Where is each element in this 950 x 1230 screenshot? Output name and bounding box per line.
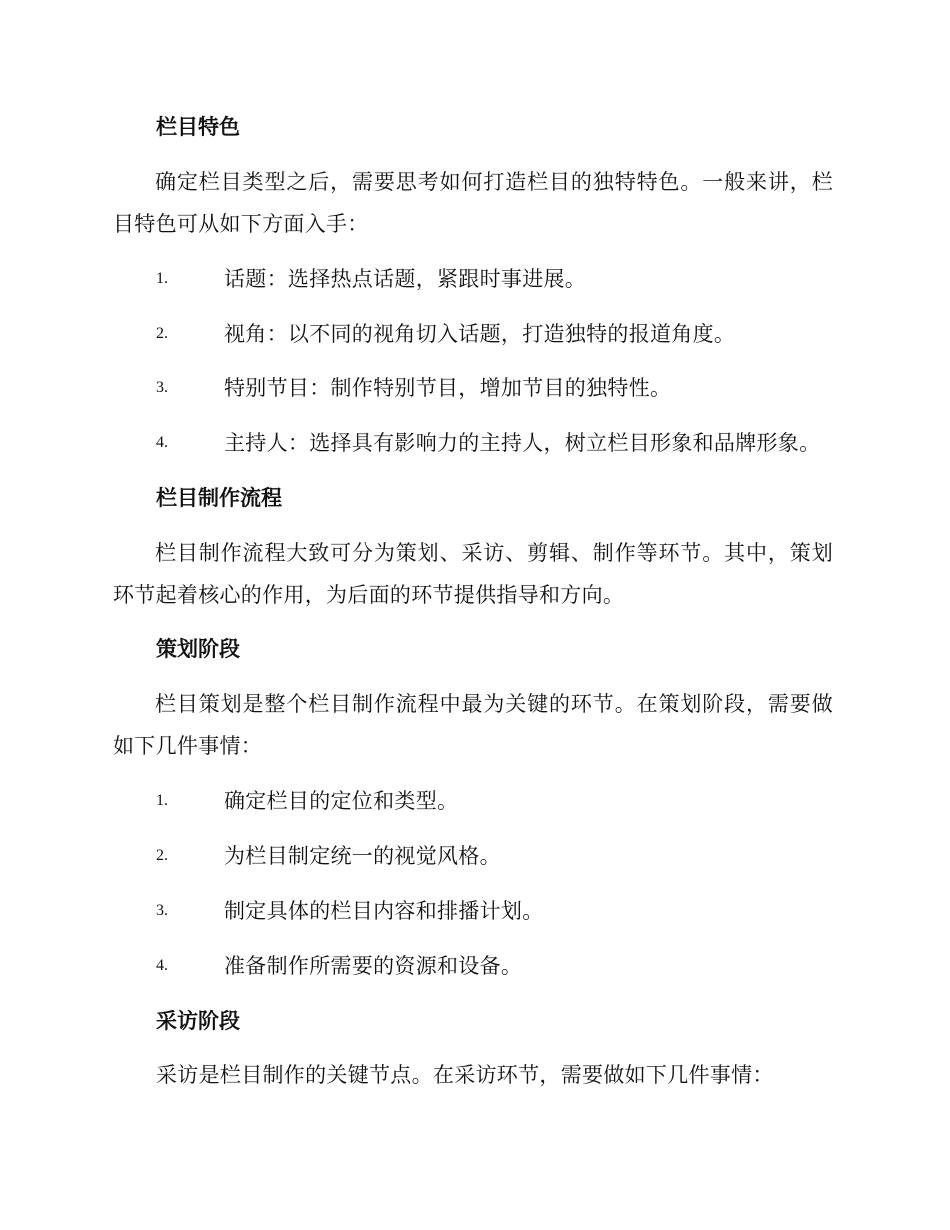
section-paragraph: 栏目制作流程大致可分为策划、采访、剪辑、制作等环节。其中，策划环节起着核心的作用，为后面的环节提供指导和方向。	[113, 541, 833, 607]
section-heading-caifang-jieduan: 采访阶段	[156, 1009, 240, 1033]
list-item-text: 话题：选择热点话题，紧跟时事进展。	[224, 267, 587, 291]
section-paragraph: 栏目策划是整个栏目制作流程中最为关键的环节。在策划阶段，需要做如下几件事情：	[113, 692, 833, 758]
section-heading-lanmu-tese: 栏目特色	[156, 115, 240, 139]
list-item-number: 1.	[156, 270, 168, 287]
section-heading-zhizuo-liucheng: 栏目制作流程	[156, 486, 282, 510]
list-item-text: 确定栏目的定位和类型。	[224, 789, 459, 813]
list-item-text: 为栏目制定统一的视觉风格。	[224, 844, 501, 868]
list-item-text: 制定具体的栏目内容和排播计划。	[224, 899, 544, 923]
section-paragraph: 采访是栏目制作的关键节点。在采访环节，需要做如下几件事情：	[156, 1063, 774, 1087]
section-paragraph: 确定栏目类型之后，需要思考如何打造栏目的独特特色。一般来讲，栏目特色可从如下方面入手：	[113, 170, 833, 236]
list-item-text: 主持人：选择具有影响力的主持人，树立栏目形象和品牌形象。	[224, 431, 821, 455]
list-item-number: 2.	[156, 847, 168, 864]
list-item-text: 视角：以不同的视角切入话题，打造独特的报道角度。	[224, 322, 736, 346]
list-item-text: 准备制作所需要的资源和设备。	[224, 954, 523, 978]
section-heading-cehua-jieduan: 策划阶段	[156, 637, 240, 661]
list-item-text: 特别节目：制作特别节目，增加节目的独特性。	[224, 376, 672, 400]
list-item-number: 4.	[156, 434, 168, 451]
list-item-number: 4.	[156, 957, 168, 974]
list-item-number: 1.	[156, 792, 168, 809]
list-item-number: 3.	[156, 379, 168, 396]
list-item-number: 2.	[156, 325, 168, 342]
list-item-number: 3.	[156, 902, 168, 919]
